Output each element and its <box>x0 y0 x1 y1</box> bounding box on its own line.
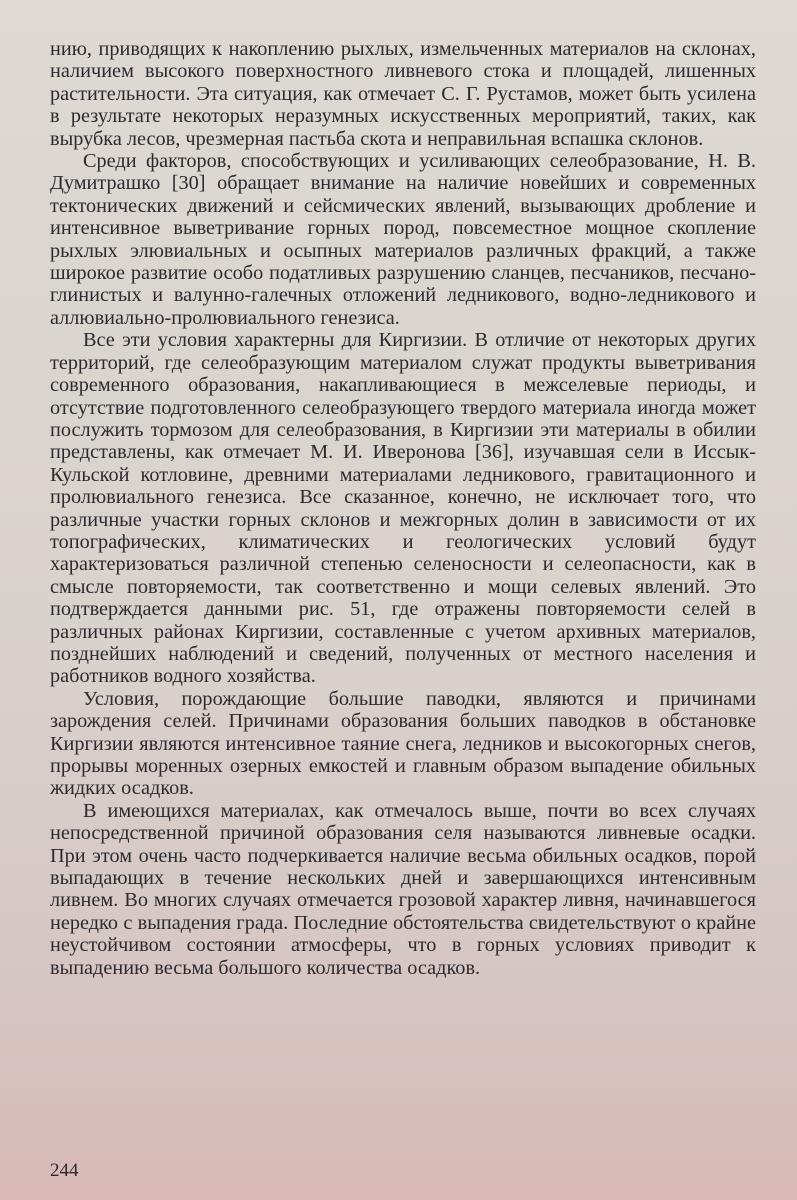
paragraph-1: нию, приводящих к накоплению рыхлых, измельченных материалов на склонах, наличием высокого поверхностного ливневого стока и площадей, лишенных растительности. Эта ситуация, как отмечает С. Г. Рустамов, может быть усилена в результате некоторых неразумных искусственных мероприятий, таких, как вырубка лесов, чрезмерная пастьба скота и неправильная вспашка склонов. <box>50 38 756 150</box>
page-number: 244 <box>50 1160 79 1181</box>
body-text <box>50 38 756 979</box>
paragraph-2: Среди факторов, способствующих и усиливающих селеобразование, Н. В. Думитрашко [30] обращает внимание на наличие новейших и современных тектонических движений и сейсмических явлений, вызывающих дробление и интенсивное выветривание горных пород, повсеместное мощное скопление рыхлых элювиальных и осыпных материалов различных фракций, а также широкое развитие особо податливых разрушению сланцев, песчаников, песчано-глинистых и валунно-галечных отложений ледникового, водно-ледникового и аллювиально-пролювиального генезиса. <box>50 150 756 329</box>
paragraph-3: Все эти условия характерны для Киргизии. В отличие от некоторых других территорий, где селеобразующим материалом служат продукты выветривания современного образования, накапливающиеся в межселевые периоды, и отсутствие подготовленного селеобразующего твердого материала иногда может послужить тормозом для селеобразования, в Киргизии эти материалы в обилии представлены, как отмечает М. И. Иверонова [36], изучавшая сели в Иссык-Кульской котловине, древними материалами ледникового, гравитационного и пролювиального генезиса. Все сказанное, конечно, не исключает того, что различные участки горных склонов и межгорных долин в зависимости от их топографических, климатических и геологических условий будут характеризоваться различной степенью селеносности и селеопасности, как в смысле повторяемости, так соответственно и мощи селевых явлений. Это подтверждается данными рис. 51, где отражены повторяемости селей в различных районах Киргизии, составленные с учетом архивных материалов, позднейших наблюдений и сведений, полученных от местного населения и работников водного хозяйства. <box>50 329 756 688</box>
paragraph-4: Условия, порождающие большие паводки, являются и причинами зарождения селей. Причинами образования больших паводков в обстановке Киргизии являются интенсивное таяние снега, ледников и высокогорных снегов, прорывы моренных озерных емкостей и главным образом выпадение обильных жидких осадков. <box>50 687 756 800</box>
paragraph-5: В имеющихся материалах, как отмечалось выше, почти во всех случаях непосредственной причиной образования селя называются ливневые осадки. При этом очень часто подчеркивается наличие весьма обильных осадков, порой выпадающих в течение нескольких дней и завершающихся интенсивным ливнем. Во многих случаях отмечается грозовой характер ливня, начинавшегося нередко с выпадения града. Последние обстоятельства свидетельствуют о крайне неустойчивом состоянии атмосферы, что в горных условиях приводит к выпадению весьма большого количества осадков. <box>50 799 756 979</box>
